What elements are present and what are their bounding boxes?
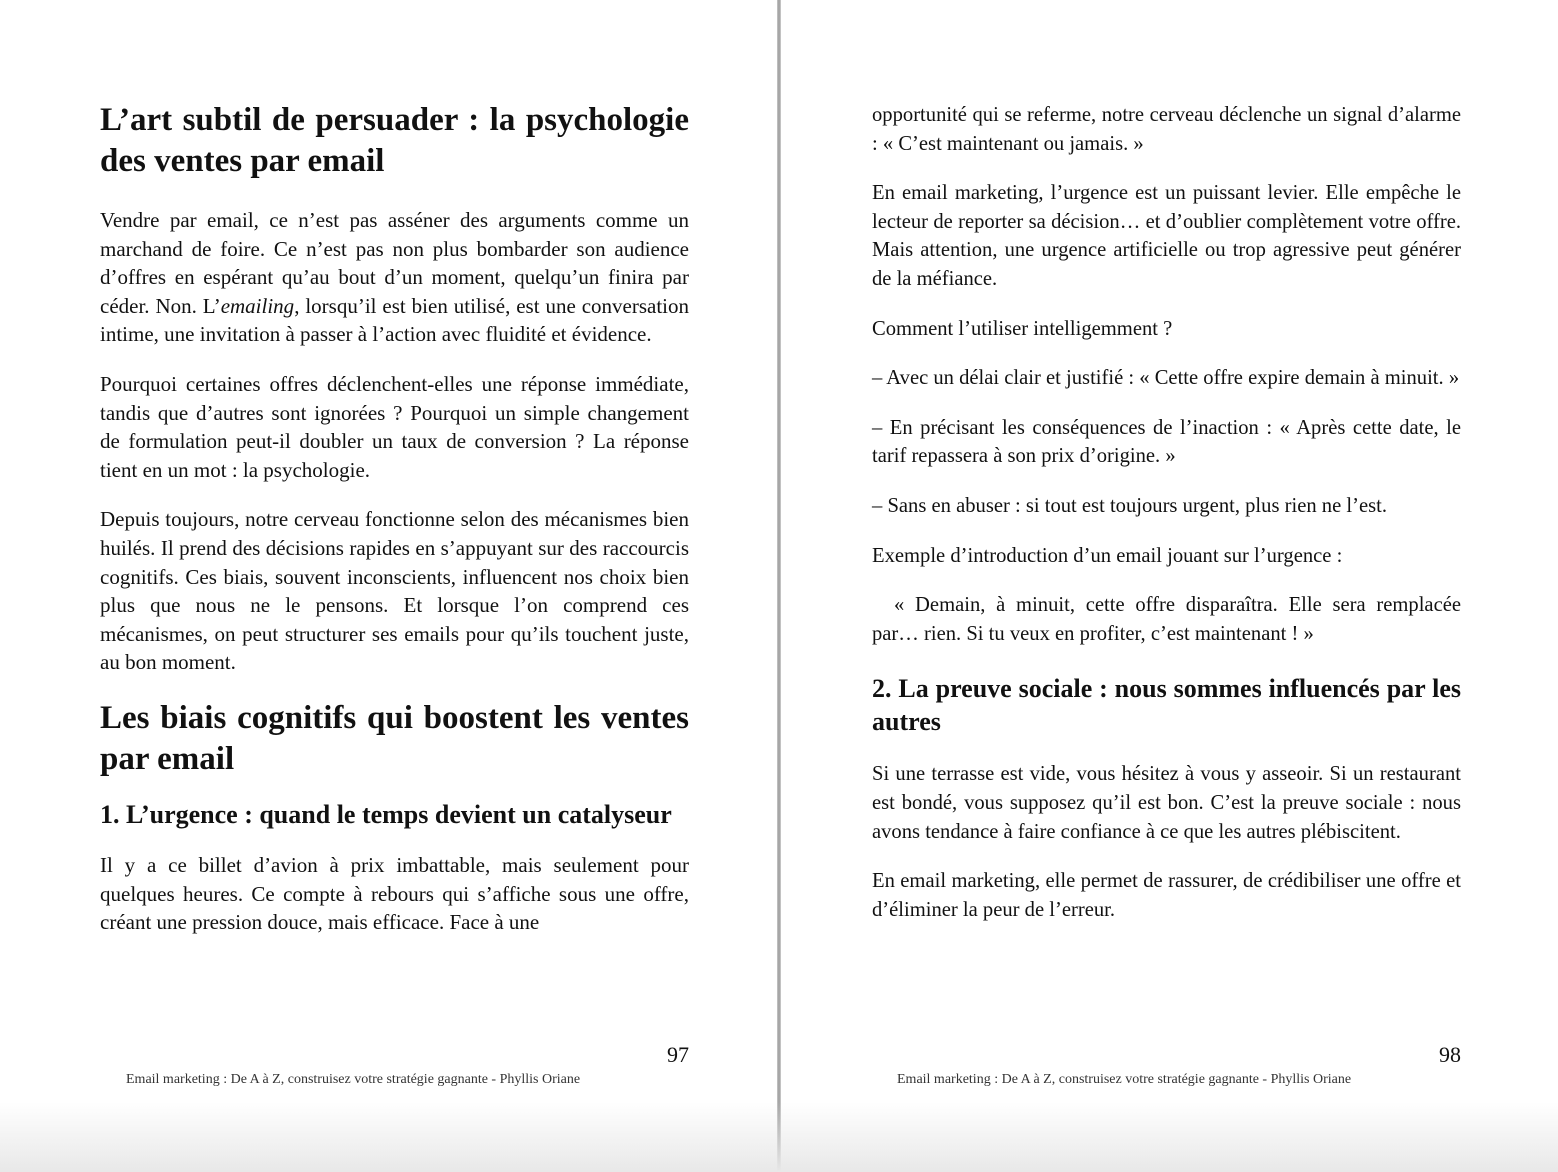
list-item: – Sans en abuser : si tout est toujours urgent, plus rien ne l’est.	[872, 494, 1387, 517]
right-page	[781, 0, 1558, 1172]
chapter-title: L’art subtil de persuader : la psychologie des ventes par email	[100, 102, 689, 179]
example-quote: « Demain, à minuit, cette offre disparaîtra. Elle sera remplacée par… rien. Si tu veux en profiter, c’est maintenant ! »	[872, 594, 1461, 645]
body-paragraph: Il y a ce billet d’avion à prix imbattable, mais seulement pour quelques heures. Ce compte à rebours qui s’affiche sous une offre, créant une pression douce, mais efficace. Face à une	[100, 852, 689, 935]
body-paragraph: Exemple d’introduction d’un email jouant sur l’urgence :	[872, 544, 1343, 567]
body-paragraph: Comment l’utiliser intelligemment ?	[872, 317, 1173, 340]
body-paragraph	[100, 206, 689, 349]
body-paragraph: En email marketing, elle permet de rassurer, de crédibiliser une offre et d’éliminer la peur de l’erreur.	[872, 870, 1461, 921]
subsection-heading: 1. L’urgence : quand le temps devient un catalyseur	[100, 799, 672, 829]
page-footer: Email marketing : De A à Z, construisez votre stratégie gagnante - Phyllis Oriane	[897, 1072, 1352, 1087]
body-paragraph: Pourquoi certaines offres déclenchent-elles une réponse immédiate, tandis que d’autres sont ignorées ? Pourquoi un simple changement de formulation peut-il doubler un taux de conversion ? La réponse tient en un mot : la psychologie.	[100, 371, 689, 482]
section-heading: Les biais cognitifs qui boostent les ventes par email	[100, 699, 689, 777]
left-page	[0, 0, 777, 1172]
list-item: – En précisant les conséquences de l’inaction : « Après cette date, le tarif repassera à son prix d’origine. »	[872, 416, 1461, 468]
subsection-heading: 2. La preuve sociale : nous sommes influencés par les autres	[872, 674, 1461, 737]
list-item: – Avec un délai clair et justifié : « Cette offre expire demain à minuit. »	[872, 367, 1460, 390]
right-page-body	[872, 101, 1461, 945]
body-text: , lorsqu’il est bien utilisé, est une conversation intime, une invitation à passer à l’action avec fluidité et évidence.	[100, 293, 690, 347]
body-paragraph: Si une terrasse est vide, vous hésitez à vous y asseoir. Si un restaurant est bondé, vous supposez qu’il est bon. C’est la preuve sociale : nous avons tendance à faire confiance à ce que les autres plébiscitent.	[872, 763, 1461, 843]
emphasis-text: emailing	[220, 293, 295, 318]
body-paragraph: opportunité qui se referme, notre cerveau déclenche un signal d’alarme : « C’est maintenant ou jamais. »	[872, 104, 1461, 155]
body-paragraph: En email marketing, l’urgence est un puissant levier. Elle empêche le lecteur de reporter sa décision… et d’oublier complètement votre offre. Mais attention, une urgence artificielle ou trop agressive peut générer de la méfiance.	[872, 182, 1461, 290]
body-text: Vendre par email, ce n’est pas asséner des arguments comme un marchand de foire. Ce n’est pas non plus bombarder son audience d’offres en espérant qu’au bout d’un moment, quelqu’un finira par céder. Non. L’	[100, 208, 689, 318]
page-number: 98	[1439, 1042, 1461, 1067]
body-paragraph: Depuis toujours, notre cerveau fonctionne selon des mécanismes bien huilés. Il prend des décisions rapides en s’appuyant sur des raccourcis cognitifs. Ces biais, souvent inconscients, influencent nos choix bien plus que nous ne le pensons. Et lorsque l’on comprend ces mécanismes, on peut structurer ses emails pour qu’ils touchent juste, au bon moment.	[100, 507, 689, 675]
page-footer: Email marketing : De A à Z, construisez votre stratégie gagnante - Phyllis Oriane	[126, 1072, 581, 1087]
page-number: 97	[667, 1042, 689, 1067]
left-page-body	[100, 100, 689, 958]
